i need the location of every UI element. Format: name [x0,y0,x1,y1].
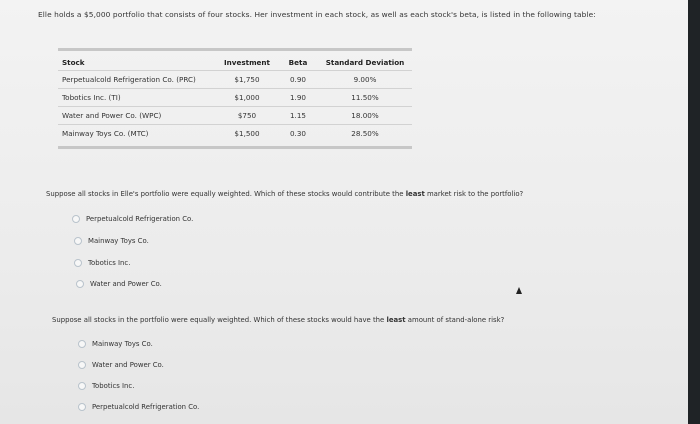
table-row [58,107,412,125]
radio-button[interactable] [78,403,86,411]
option-label: Tobotics Inc. [88,259,131,267]
q2-option-water-power[interactable] [78,361,164,369]
cell-investment: $1,000 [216,89,278,107]
cell-beta: 1.90 [278,89,318,107]
cell-investment: $1,500 [216,125,278,143]
question-emphasis: least [405,190,425,198]
cell-investment: $1,750 [216,71,278,89]
question-stand-alone-risk [52,316,504,324]
cell-beta: 0.90 [278,71,318,89]
question-text: Suppose all stocks in Elle's portfolio were equally weighted. Which of these stocks would contribute the [46,190,406,198]
option-label: Perpetualcold Refrigeration Co. [86,215,194,223]
cell-stock: Perpetualcold Refrigeration Co. (PRC) [58,71,216,89]
option-label: Perpetualcold Refrigeration Co. [92,403,200,411]
question-text: amount of stand-alone risk? [405,316,505,324]
cell-stock: Tobotics Inc. (TI) [58,89,216,107]
cell-stock: Mainway Toys Co. (MTC) [58,125,216,143]
cell-standard-deviation: 9.00% [318,71,412,89]
header-stock: Stock [62,57,85,67]
q1-option-water-power[interactable] [76,280,162,288]
table-top-rule [58,48,412,51]
cell-investment: $750 [216,107,278,125]
radio-button[interactable] [76,280,84,288]
option-label: Mainway Toys Co. [88,237,149,245]
option-label: Mainway Toys Co. [92,340,153,348]
q2-option-perpetualcold[interactable] [78,403,199,411]
question-text: Suppose all stocks in the portfolio were equally weighted. Which of these stocks would have the [52,316,387,324]
radio-button[interactable] [78,382,86,390]
header-investment: Investment [224,57,270,67]
screen-edge [688,0,700,424]
option-label: Water and Power Co. [90,280,162,288]
table-row [58,125,412,143]
table-row [58,71,412,89]
question-market-risk [46,190,523,198]
cell-standard-deviation: 18.00% [318,107,412,125]
q1-option-tobotics[interactable] [74,259,130,267]
radio-button[interactable] [78,361,86,369]
question-text: market risk to the portfolio? [424,190,524,198]
q1-option-perpetualcold[interactable] [72,215,193,223]
q1-option-mainway[interactable] [74,237,149,245]
radio-button[interactable] [74,259,82,267]
table-bottom-rule [58,146,412,149]
option-label: Tobotics Inc. [92,382,135,390]
radio-button[interactable] [78,340,86,348]
cell-stock: Water and Power Co. (WPC) [58,107,216,125]
mouse-cursor-icon [516,287,522,294]
q2-option-mainway[interactable] [78,340,153,348]
intro-text: Elle holds a $5,000 portfolio that consists of four stocks. Her investment in each stock, as well as each stock's beta, is listed in the following table: [38,10,596,19]
radio-button[interactable] [72,215,80,223]
cell-standard-deviation: 11.50% [318,89,412,107]
table-header-row [58,54,412,71]
table-row [58,89,412,107]
cell-beta: 0.30 [278,125,318,143]
stock-table [58,54,412,142]
option-label: Water and Power Co. [92,361,164,369]
header-standard-deviation: Standard Deviation [325,57,405,67]
cell-standard-deviation: 28.50% [318,125,412,143]
question-emphasis: least [386,316,406,324]
header-beta: Beta [288,57,308,67]
cell-beta: 1.15 [278,107,318,125]
q2-option-tobotics[interactable] [78,382,134,390]
radio-button[interactable] [74,237,82,245]
